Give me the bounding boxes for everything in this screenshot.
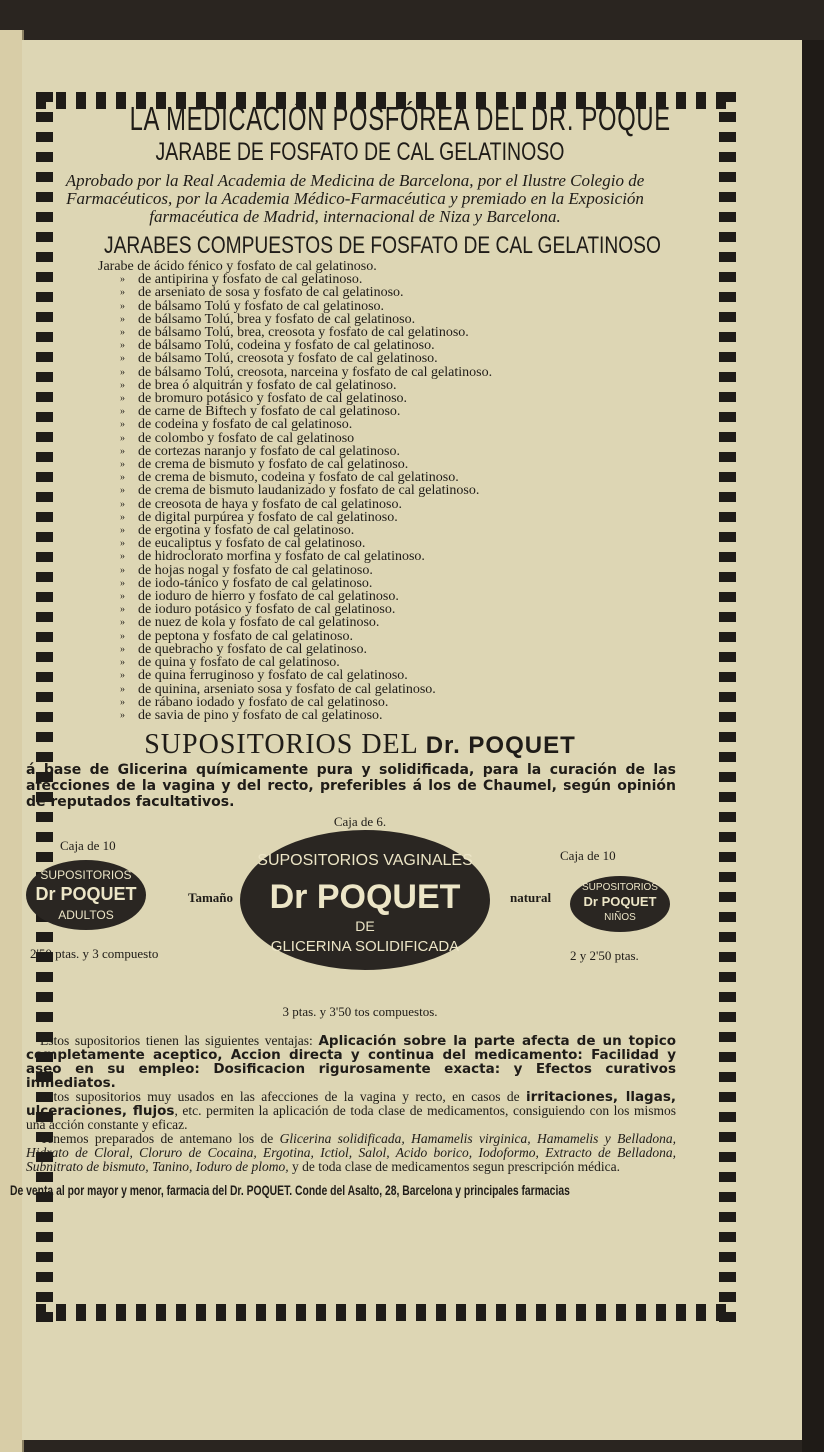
list-item-text: de quina ferruginoso y fosfato de cal gelatinoso.	[138, 668, 408, 684]
ventajas-3c: y de toda clase de medicamentos segun prescripción médica.	[288, 1159, 621, 1175]
border-square	[719, 432, 736, 442]
border-square	[36, 1272, 53, 1282]
list-item-text: de hidroclorato morfina y fosfato de cal gelatinoso.	[138, 549, 425, 565]
border-square	[719, 312, 736, 322]
border-square	[96, 1304, 106, 1321]
border-square	[719, 792, 736, 802]
border-square	[719, 572, 736, 582]
right-price: 2 y 2'50 ptas.	[570, 948, 639, 964]
ditto-mark: »	[120, 313, 125, 325]
border-square	[296, 1304, 306, 1321]
ninos-suppository	[570, 876, 670, 932]
page-shadow	[802, 40, 824, 1452]
border-square	[719, 692, 736, 702]
list-item	[98, 669, 680, 682]
compuestos-title: JARABES COMPUESTOS DE FOSFATO DE CAL GELATINOSO	[104, 232, 661, 259]
left-box-label: Caja de 10	[60, 838, 116, 854]
border-square	[719, 812, 736, 822]
ventajas-p3	[26, 1132, 676, 1174]
list-item-text: de bálsamo Tolú, creosota y fosfato de cal gelatinoso.	[138, 351, 438, 367]
border-square	[719, 1032, 736, 1042]
border-square	[556, 1304, 566, 1321]
border-square	[596, 1304, 606, 1321]
adultos-mid: Dr POQUET	[35, 884, 137, 905]
border-square	[719, 172, 736, 182]
border-square	[719, 1132, 736, 1142]
border-square	[56, 1304, 66, 1321]
border-square	[276, 1304, 286, 1321]
list-item	[98, 630, 680, 643]
list-item-text: de eucaliptus y fosfato de cal gelatinoso.	[138, 536, 366, 552]
list-item	[98, 564, 680, 577]
ditto-mark: »	[120, 525, 125, 537]
ditto-mark: »	[120, 709, 125, 721]
border-square	[256, 1304, 266, 1321]
border-square	[696, 92, 706, 109]
border-square	[356, 1304, 366, 1321]
border-square	[36, 1312, 53, 1322]
list-item-text: de quina y fosfato de cal gelatinoso.	[138, 655, 340, 671]
border-square	[719, 492, 736, 502]
ditto-mark: »	[120, 643, 125, 655]
right-box-label: Caja de 10	[560, 848, 616, 864]
border-square	[719, 652, 736, 662]
ditto-mark: »	[120, 657, 125, 669]
ditto-mark: »	[120, 445, 125, 457]
border-square	[336, 1304, 346, 1321]
ditto-mark: »	[120, 538, 125, 550]
vaginales-de: DE	[355, 918, 375, 935]
border-square	[116, 1304, 126, 1321]
list-item	[98, 286, 680, 299]
list-item-text: de bálsamo Tolú, brea y fosfato de cal gelatinoso.	[138, 311, 416, 327]
border-square	[719, 992, 736, 1002]
ditto-mark: »	[120, 485, 125, 497]
ventajas-3b: Glicerina solidificada, Hamamelis virginica, Hamamelis y Belladona, Hidrato de Cloral, Cloruro de Cocaina, Ergotina, Ictiol, Salol, Acido borico, Iodoformo, Extracto de Belladona, Subnitrato de bismuto, Tanino, Ioduro de plomo,	[26, 1131, 676, 1175]
border-square	[216, 1304, 226, 1321]
list-item-text: de digital purpúrea y fosfato de cal gelatinoso.	[138, 509, 398, 525]
list-item-text: de colombo y fosfato de cal gelatinoso	[138, 430, 355, 446]
border-square	[719, 712, 736, 722]
list-item-text: de cortezas naranjo y fosfato de cal gelatinoso.	[138, 443, 401, 459]
border-square	[719, 232, 736, 242]
ditto-mark: »	[120, 591, 125, 603]
adultos-bot: ADULTOS	[58, 908, 114, 923]
border-square	[719, 952, 736, 962]
list-item-text: de iodo-tánico y fosfato de cal gelatinoso.	[138, 575, 373, 591]
border-square	[676, 1304, 686, 1321]
border-square	[719, 752, 736, 762]
border-square	[536, 1304, 546, 1321]
border-square	[719, 392, 736, 402]
ditto-mark: »	[120, 432, 125, 444]
left-price: 2'50 ptas. y 3 compuesto	[30, 946, 159, 962]
list-item-text: de ioduro potásico y fosfato de cal gelatinoso.	[138, 602, 396, 618]
vaginales-mid: Dr POQUET	[269, 878, 461, 917]
border-square	[316, 1304, 326, 1321]
ninos-top: SUPOSITORIOS	[582, 882, 658, 894]
list-item-text: de bromuro potásico y fosfato de cal gelatinoso.	[138, 391, 408, 407]
border-square	[719, 352, 736, 362]
ditto-mark: »	[120, 300, 125, 312]
list-item-text: de antipirina y fosfato de cal gelatinoso.	[138, 272, 363, 288]
border-square	[376, 1304, 386, 1321]
border-square	[719, 552, 736, 562]
ventajas-text	[26, 1034, 676, 1174]
ventajas-2b: irritaciones, llagas, ulceraciones, flujos	[26, 1089, 676, 1120]
ditto-mark: »	[120, 393, 125, 405]
border-square	[719, 912, 736, 922]
border-square	[719, 1292, 736, 1302]
footer-address: De venta al por mayor y menor, farmacia del Dr. POQUET. Conde del Asalto, 28, Barcelona y principales farmacias	[10, 1182, 570, 1199]
list-item-text: de codeina y fosfato de cal gelatinoso.	[138, 417, 353, 433]
list-item-text: de bálsamo Tolú, creosota, narceina y fosfato de cal gelatinoso.	[138, 364, 493, 380]
border-square	[719, 412, 736, 422]
border-square	[576, 1304, 586, 1321]
border-square	[656, 1304, 666, 1321]
center-price: 3 ptas. y 3'50 tos compuestos.	[282, 1004, 438, 1020]
list-item-text: de bálsamo Tolú, brea, creosota y fosfato de cal gelatinoso.	[138, 325, 469, 341]
ventajas-1b: Aplicación sobre la parte afecta de un topico completamente aceptico, Accion directa y continua del medicamento: Facilidad y aseo en su empleo: Dosificacion rigurosamente exacta: y Efectos curativos inmediatos.	[26, 1033, 676, 1092]
ditto-mark: »	[120, 617, 125, 629]
list-item	[98, 366, 680, 379]
border-square	[719, 472, 736, 482]
border-square	[719, 272, 736, 282]
border-square	[236, 1304, 246, 1321]
ditto-mark: »	[120, 696, 125, 708]
list-item-text: de crema de bismuto, codeina y fosfato de cal gelatinoso.	[138, 470, 459, 486]
border-square	[719, 152, 736, 162]
border-square	[456, 1304, 466, 1321]
list-item	[98, 484, 680, 497]
ditto-mark: »	[120, 577, 125, 589]
ninos-mid: Dr POQUET	[583, 894, 657, 910]
ditto-mark: »	[120, 366, 125, 378]
border-square	[416, 1304, 426, 1321]
border-square	[719, 1272, 736, 1282]
border-square	[496, 1304, 506, 1321]
list-item	[98, 418, 680, 431]
border-square	[696, 1304, 706, 1321]
border-square	[719, 1092, 736, 1102]
list-item-text: de ergotina y fosfato de cal gelatinoso.	[138, 523, 355, 539]
ditto-mark: »	[120, 340, 125, 352]
border-square	[719, 932, 736, 942]
ditto-mark: »	[120, 379, 125, 391]
border-square	[719, 1252, 736, 1262]
border-square	[719, 1312, 736, 1322]
list-item-text: de rábano iodado y fosfato de cal gelatinoso.	[138, 694, 389, 710]
book-edge	[0, 30, 24, 1452]
advertisement	[10, 100, 680, 1199]
supositorios-title	[40, 730, 680, 760]
adultos-top: SUPOSITORIOS	[40, 868, 132, 883]
border-square	[156, 1304, 166, 1321]
border-square	[719, 732, 736, 742]
ditto-mark: »	[120, 406, 125, 418]
border-square	[719, 1112, 736, 1122]
border-square	[719, 592, 736, 602]
list-item-text: de savia de pino y fosfato de cal gelatinoso.	[138, 707, 383, 723]
list-item-text: de creosota de haya y fosfato de cal gelatinoso.	[138, 496, 402, 512]
border-square	[719, 632, 736, 642]
list-item	[98, 550, 680, 563]
ventajas-p1	[26, 1034, 676, 1090]
border-square	[719, 452, 736, 462]
border-square	[76, 1304, 86, 1321]
list-item-text: de quinina, arseniato sosa y fosfato de cal gelatinoso.	[138, 681, 436, 697]
border-square	[719, 252, 736, 262]
ditto-mark: »	[120, 274, 125, 286]
border-square	[719, 212, 736, 222]
border-square	[719, 512, 736, 522]
ditto-mark: »	[120, 630, 125, 642]
list-item-text: de brea ó alquitrán y fosfato de cal gelatinoso.	[138, 377, 397, 393]
border-square	[719, 1072, 736, 1082]
list-item-text: de crema de bismuto laudanizado y fosfato de cal gelatinoso.	[138, 483, 480, 499]
ditto-mark: »	[120, 683, 125, 695]
border-square	[719, 292, 736, 302]
list-item-text: de arseniato de sosa y fosfato de cal gelatinoso.	[138, 285, 404, 301]
products-row	[30, 830, 680, 1000]
approval-text: Aprobado por la Real Academia de Medicina de Barcelona, por el Ilustre Colegio de Farmacéuticos, por la Academia Médico-Farmacéutica y premiado en la Exposición farmacéutica de Madrid, internacional de Niza y Barcelona.	[65, 171, 645, 226]
caja-6: Caja de 6.	[333, 814, 387, 830]
border-square	[36, 1212, 53, 1222]
ventajas-1a: Estos supositorios tienen las siguientes ventajas:	[40, 1033, 319, 1049]
list-item-text: de bálsamo Tolú, codeina y fosfato de cal gelatinoso.	[138, 338, 435, 354]
border-square	[719, 372, 736, 382]
border-square	[719, 1012, 736, 1022]
ditto-mark: »	[120, 327, 125, 339]
border-square	[36, 1292, 53, 1302]
ad-title: LA MEDICACIÓN POSFÓREA DEL DR. POQUE	[129, 100, 671, 137]
border-square	[719, 1212, 736, 1222]
border-square	[719, 892, 736, 902]
border-square	[636, 1304, 646, 1321]
ventajas-2a: Estos supositorios muy usados en las afecciones de la vagina y recto, en casos de	[40, 1089, 527, 1105]
list-item	[98, 683, 680, 696]
border-square	[719, 612, 736, 622]
list-head: Jarabe de ácido fénico y fosfato de cal gelatinoso.	[98, 259, 377, 274]
ditto-mark: »	[120, 472, 125, 484]
border-square	[196, 1304, 206, 1321]
border-square	[616, 1304, 626, 1321]
list-item-text: de nuez de kola y fosfato de cal gelatinoso.	[138, 615, 380, 631]
border-square	[719, 1172, 736, 1182]
border-square	[476, 1304, 486, 1321]
list-item	[98, 498, 680, 511]
ventajas-3a: Tenemos preparados de antemano los de	[40, 1131, 280, 1147]
border-square	[396, 1304, 406, 1321]
syrup-list	[98, 260, 680, 722]
tamano-label: Tamaño	[188, 890, 234, 906]
ditto-mark: »	[120, 498, 125, 510]
border-square	[719, 332, 736, 342]
list-item-text: de hojas nogal y fosfato de cal gelatinoso.	[138, 562, 373, 578]
border-square	[719, 532, 736, 542]
ditto-mark: »	[120, 551, 125, 563]
ventajas-2c: , etc. permiten la aplicación de toda clase de medicamentos, consiguiendo con los mismos una acción constante y eficaz.	[26, 1103, 676, 1133]
list-item	[98, 352, 680, 365]
border-square	[719, 872, 736, 882]
list-item	[98, 616, 680, 629]
ditto-mark: »	[120, 564, 125, 576]
border-square	[176, 1304, 186, 1321]
border-square	[719, 1152, 736, 1162]
border-bottom	[36, 1304, 736, 1321]
supositorios-title-a: SUPOSITORIOS DEL	[144, 729, 426, 761]
border-square	[36, 1232, 53, 1242]
supositorios-description: á base de Glicerina químicamente pura y solidificada, para la curación de las afecciones de la vagina y del recto, preferibles á los de Chaumel, según opinión de reputados facultativos.	[26, 762, 676, 811]
ditto-mark: »	[120, 287, 125, 299]
vaginales-suppository	[240, 830, 490, 970]
vaginales-top: SUPOSITORIOS VAGINALES	[257, 852, 473, 870]
list-item	[98, 709, 680, 722]
ditto-mark: »	[120, 511, 125, 523]
border-square	[719, 852, 736, 862]
list-item-text: de quebracho y fosfato de cal gelatinoso.	[138, 641, 367, 657]
border-square	[719, 1052, 736, 1062]
border-square	[719, 1232, 736, 1242]
ventajas-p2	[26, 1090, 676, 1132]
border-square	[719, 92, 736, 102]
border-square	[436, 1304, 446, 1321]
border-square	[136, 1304, 146, 1321]
border-square	[719, 112, 736, 122]
border-square	[719, 772, 736, 782]
ad-subtitle: JARABE DE FOSFATO DE CAL GELATINOSO	[155, 138, 565, 166]
border-square	[719, 672, 736, 682]
border-square	[719, 132, 736, 142]
border-right	[719, 92, 736, 1322]
list-item	[98, 696, 680, 709]
adultos-suppository	[26, 860, 146, 930]
ditto-mark: »	[120, 604, 125, 616]
list-item	[98, 300, 680, 313]
border-square	[36, 1252, 53, 1262]
border-square	[719, 972, 736, 982]
ditto-mark: »	[120, 459, 125, 471]
ditto-mark: »	[120, 353, 125, 365]
ditto-mark: »	[120, 419, 125, 431]
border-square	[516, 1304, 526, 1321]
list-item-text: de peptona y fosfato de cal gelatinoso.	[138, 628, 353, 644]
list-item-text: de crema de bismuto y fosfato de cal gelatinoso.	[138, 457, 409, 473]
ninos-bot: NIÑOS	[604, 912, 636, 924]
border-square	[719, 832, 736, 842]
ditto-mark: »	[120, 670, 125, 682]
list-item-text: de carne de Biftech y fosfato de cal gelatinoso.	[138, 404, 401, 420]
border-square	[719, 1192, 736, 1202]
vaginales-bot: GLICERINA SOLIDIFICADA	[270, 938, 460, 956]
list-item-text: de bálsamo Tolú y fosfato de cal gelatinoso.	[138, 298, 385, 314]
border-square	[719, 192, 736, 202]
list-item-text: de ioduro de hierro y fosfato de cal gelatinoso.	[138, 589, 399, 605]
natural-label: natural	[510, 890, 552, 906]
list-item	[98, 432, 680, 445]
supositorios-title-b: Dr. POQUET	[425, 732, 576, 760]
